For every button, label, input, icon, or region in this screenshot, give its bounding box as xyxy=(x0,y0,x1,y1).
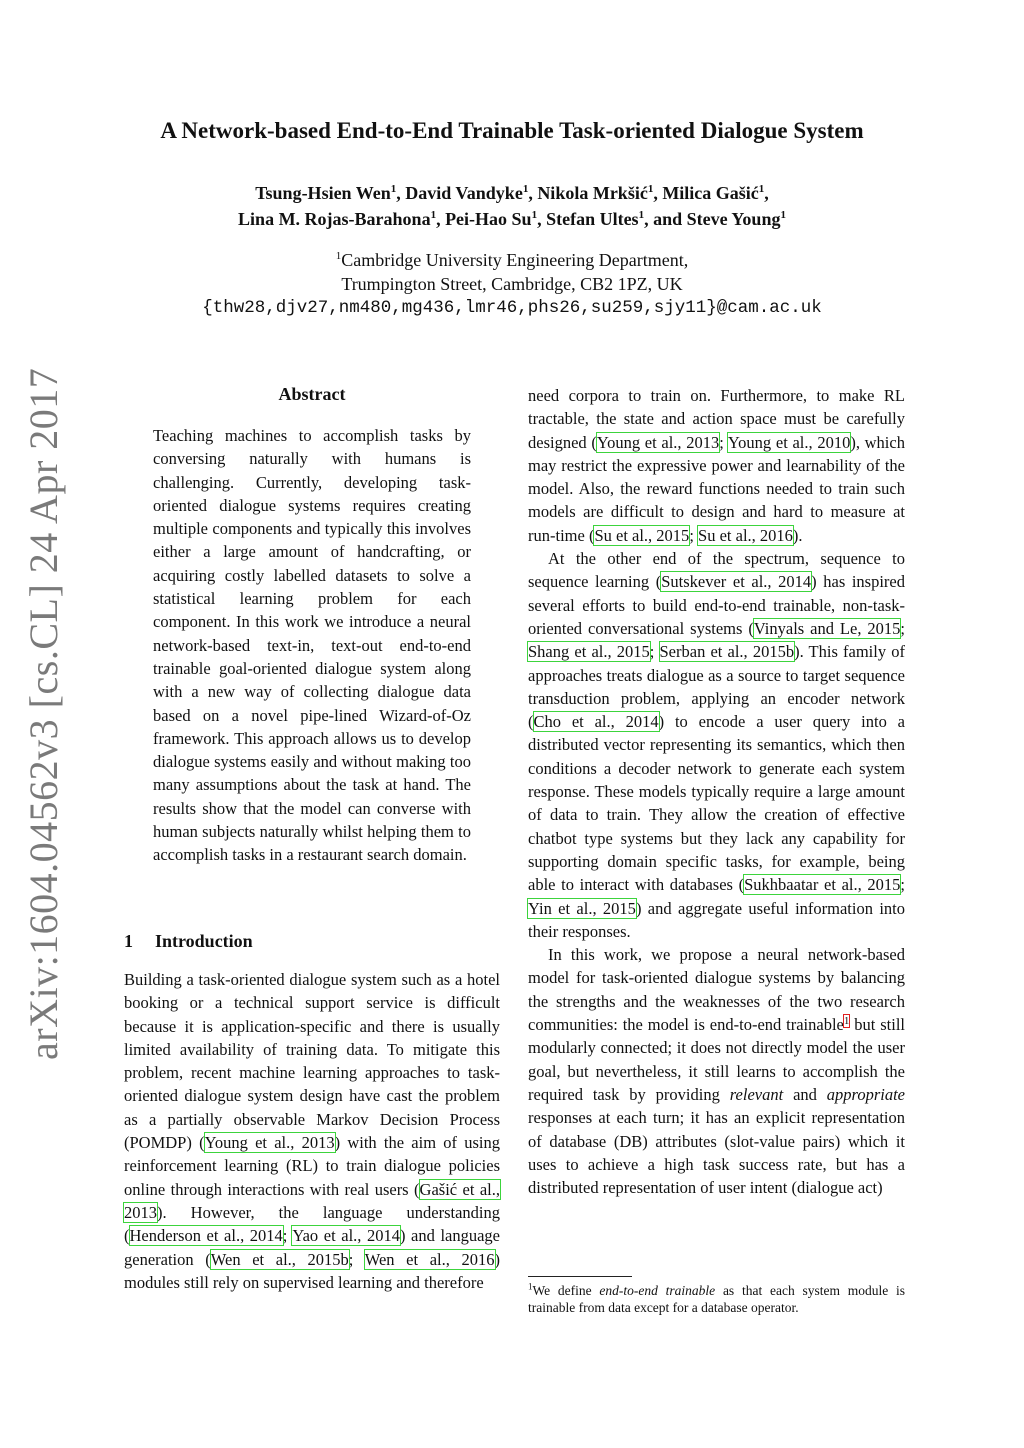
arxiv-identifier: arXiv:1604.04562v3 [cs.CL] 24 Apr 2017 xyxy=(21,367,66,1060)
text-run: ). xyxy=(792,525,803,545)
text-run: need corpora to train on. Furthermore, to make RL tractable, the state and action space must be carefully designed ( xyxy=(528,386,905,452)
affiliation-marker: 1 xyxy=(758,183,765,195)
affiliation-marker: 1 xyxy=(335,250,342,262)
citation-link[interactable]: Wen et al., 2016 xyxy=(364,1249,495,1269)
text-run: ; xyxy=(689,525,699,545)
text-run: ) with the aim of using reinforcement learning (RL) to train dialogue policies online through interactions with real users ( xyxy=(124,1133,500,1199)
abstract-heading: Abstract xyxy=(278,384,346,404)
citation-link[interactable]: Cho et al., 2014 xyxy=(533,712,659,732)
text-run: ; xyxy=(719,432,728,452)
text-run: ; xyxy=(348,1249,365,1269)
abstract-body xyxy=(153,424,471,867)
abstract-text: Teaching machines to accomplish tasks by conversing naturally with humans is challenging. Currently, developing task-oriented dialogue systems requires creating multiple components and typically this involves either a large amount of handcrafting, or acquiring costly labelled datasets to solve a statistical learning problem for each component. In this work we introduce a neural network-based text-in, text-out end-to-end trainable goal-oriented dialogue system along with a new way of collecting dialogue data based on a novel pipe-lined Wizard-of-Oz framework. This approach allows us to develop dialogue systems easily and without making too many assumptions about the task at hand. The results show that the model can converse with human subjects naturally whilst helping them to accomplish tasks in a restaurant search domain. xyxy=(153,426,471,865)
author-name: Stefan Ultes xyxy=(546,209,639,229)
citation-link[interactable]: Young et al., 2013 xyxy=(596,432,720,452)
affiliation-marker: 1 xyxy=(780,209,786,221)
author-separator: , xyxy=(653,183,663,203)
author-separator: , xyxy=(528,183,538,203)
author-separator: , xyxy=(764,183,769,203)
footnote-number: 1 xyxy=(528,1281,533,1292)
citation-link[interactable]: Gašić et al., 2013 xyxy=(124,1179,501,1222)
author-list xyxy=(100,180,924,232)
emphasis: end-to-end trainable xyxy=(599,1283,716,1298)
text-run: ) and language generation ( xyxy=(124,1226,501,1269)
citation-link[interactable]: Young et al., 2010 xyxy=(727,432,851,452)
author-separator: , and xyxy=(644,209,687,229)
text-run: ; xyxy=(649,642,660,662)
author-name: Lina M. Rojas-Barahona xyxy=(238,209,431,229)
emphasis: relevant xyxy=(729,1084,784,1104)
author-separator: , xyxy=(396,183,406,203)
citation-link[interactable]: Wen et al., 2015b xyxy=(210,1249,349,1269)
affiliation-line: Trumpington Street, Cambridge, CB2 1PZ, UK xyxy=(341,274,683,294)
citation-link[interactable]: Sutskever et al., 2014 xyxy=(661,572,812,592)
text-run: ), which may restrict the expressive power and learnability of the model. Also, the reward functions needed to train such models are difficult to design and hard to measure at run-time ( xyxy=(528,432,905,545)
text-run: ) to encode a user query into a distributed vector representing its semantics, which then conditions a decoder network to generate each system response. These models typically require a large amount of data to train. They allow the creation of effective chatbot type systems but they lack any capability for supporting domain specific tasks, for example, being able to interact with databases ( xyxy=(528,712,905,895)
citation-link[interactable]: Henderson et al., 2014 xyxy=(129,1226,283,1246)
text-run: responses at each turn; it has an explicit representation of database (DB) attributes (slot-value pairs) which it uses to achieve a high task success rate, but has a distributed representation of user intent (dialogue act) xyxy=(528,1108,905,1198)
affiliation-line: Cambridge University Engineering Department, xyxy=(341,250,689,270)
section-number: 1 xyxy=(124,931,133,951)
text-run: ) modules still rely on supervised learning and therefore xyxy=(124,1249,500,1292)
text-run: as that each system module is trainable from data except for a database operator. xyxy=(528,1283,905,1315)
paragraph xyxy=(528,547,905,943)
right-column-body xyxy=(528,384,905,1199)
author-separator: , xyxy=(537,209,547,229)
citation-link[interactable]: Sukhbaatar et al., 2015 xyxy=(744,875,901,895)
text-run: ). However, the language understanding ( xyxy=(124,1202,500,1246)
text-run: ). This family of approaches treats dialogue as a source to target sequence transduction problem, applying an encoder network ( xyxy=(528,642,905,732)
paragraph xyxy=(528,943,905,1199)
author-name: Steve Young xyxy=(686,209,781,229)
text-run: and xyxy=(783,1084,827,1104)
author-name: Nikola Mrkšić xyxy=(537,183,648,203)
author-name: Pei-Hao Su xyxy=(445,209,532,229)
text-run: ) and aggregate useful information into their responses. xyxy=(528,898,905,941)
citation-link[interactable]: Yin et al., 2015 xyxy=(528,898,636,918)
text-run: ; xyxy=(900,875,905,895)
footnote xyxy=(528,1282,905,1316)
affiliation-marker: 1 xyxy=(390,183,397,195)
author-name: Tsung-Hsien Wen xyxy=(255,183,391,203)
paragraph xyxy=(124,968,500,1294)
text-run: We define xyxy=(532,1283,600,1298)
citation-link[interactable]: Shang et al., 2015 xyxy=(528,642,650,662)
section-title: Introduction xyxy=(155,931,253,951)
citation-link[interactable]: Vinyals and Le, 2015 xyxy=(753,618,901,638)
text-run: Building a task-oriented dialogue system such as a hotel booking or a technical support service is difficult because it is application-specific and there is usually limited availability of training data. To mitigate this problem, recent machine learning approaches to task-oriented dialogue system design have cast the problem as a partially observable Markov Decision Process (POMDP) ( xyxy=(124,970,500,1153)
text-run: ) has inspired several efforts to build end-to-end trainable, non-task-oriented conversational systems ( xyxy=(528,572,905,638)
affiliation-marker: 1 xyxy=(638,209,645,221)
citation-link[interactable]: Young et al., 2013 xyxy=(204,1133,335,1153)
paper-title: A Network-based End-to-End Trainable Task-oriented Dialogue System xyxy=(160,118,864,143)
text-run: ; xyxy=(900,618,905,638)
text-run: At the other end of the spectrum, sequence to sequence learning ( xyxy=(528,549,905,592)
text-run: In this work, we propose a neural network-based model for task-oriented dialogue systems by balancing the strengths and the weaknesses of the two research communities: the model is end-to-end trainable xyxy=(528,945,905,1035)
author-name: Milica Gašić xyxy=(662,183,759,203)
author-separator: , xyxy=(436,209,446,229)
text-run: ; xyxy=(282,1226,293,1246)
affiliation-marker: 1 xyxy=(531,209,538,221)
footnote-link[interactable]: 1 xyxy=(843,1014,850,1027)
affiliation-marker: 1 xyxy=(522,183,529,195)
citation-link[interactable]: Su et al., 2016 xyxy=(698,525,793,545)
footnote-rule xyxy=(528,1276,632,1277)
affiliation-marker: 1 xyxy=(430,209,437,221)
affiliation-marker: 1 xyxy=(647,183,654,195)
emphasis: appropriate xyxy=(826,1084,906,1104)
paragraph xyxy=(528,384,905,547)
author-emails: {thw28,djv27,nm480,mg436,lmr46,phs26,su259,sjy11}@cam.ac.uk xyxy=(202,298,822,318)
affiliation xyxy=(100,248,924,296)
section-heading-introduction xyxy=(124,931,253,952)
citation-link[interactable]: Serban et al., 2015b xyxy=(659,642,795,662)
text-run: but still modularly connected; it does not directly model the user goal, but nevertheless, it still learns to accomplish the required task by providing xyxy=(528,1015,905,1104)
citation-link[interactable]: Yao et al., 2014 xyxy=(292,1226,400,1246)
author-name: David Vandyke xyxy=(405,183,523,203)
citation-link[interactable]: Su et al., 2015 xyxy=(594,525,690,545)
introduction-body xyxy=(124,968,500,1294)
